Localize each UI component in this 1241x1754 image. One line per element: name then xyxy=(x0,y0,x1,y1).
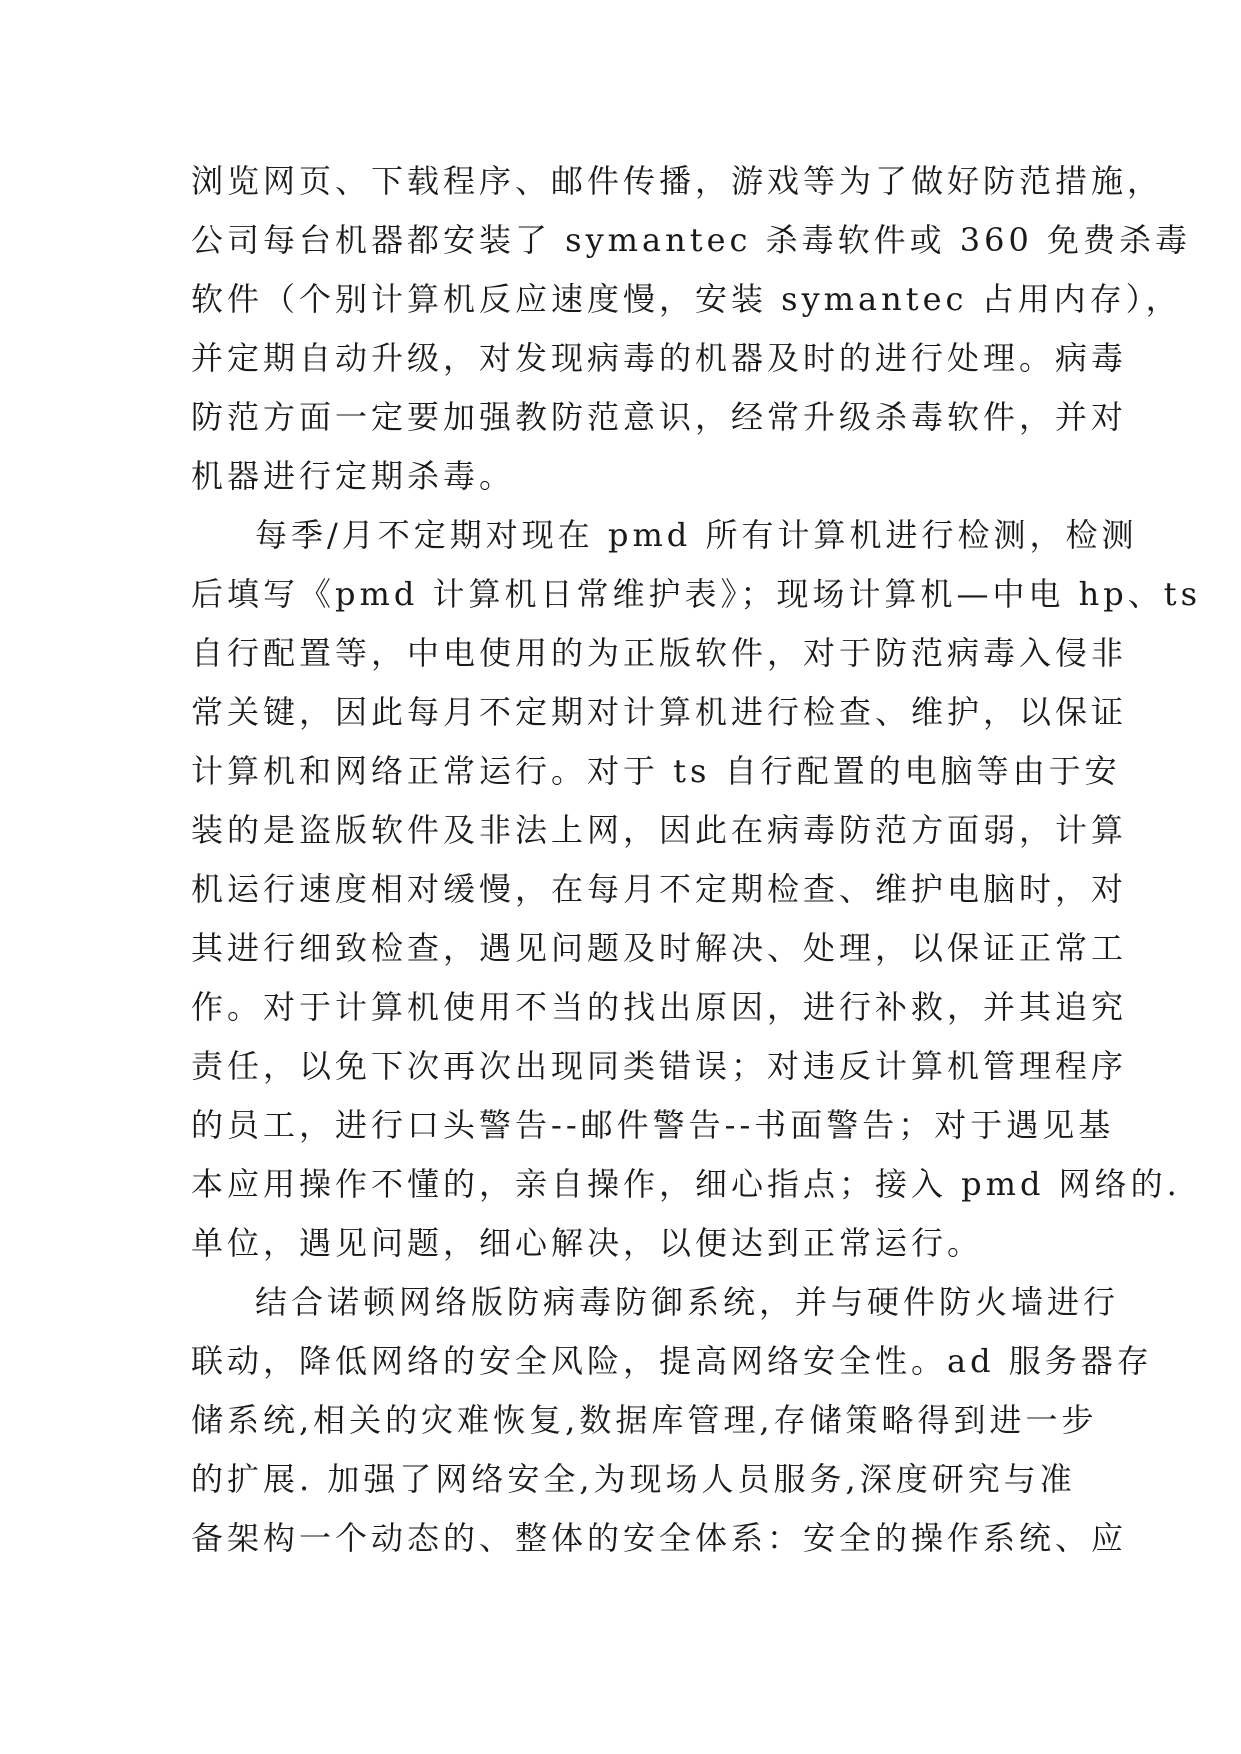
text-line: 软件（个别计算机反应速度慢，安装 symantec 占用内存）， xyxy=(191,280,1182,318)
text-line: 浏览网页、下载程序、邮件传播，游戏等为了做好防范措施， xyxy=(191,162,1164,200)
text-line: 机器进行定期杀毒。 xyxy=(191,457,516,495)
text-line: 机运行速度相对缓慢，在每月不定期检查、维护电脑时，对 xyxy=(191,870,1128,908)
text-line: 自行配置等，中电使用的为正版软件，对于防范病毒入侵非 xyxy=(191,634,1128,672)
text-line: 的员工，进行口头警告--邮件警告--书面警告；对于遇见基 xyxy=(191,1106,1115,1144)
text-line: 其进行细致检查，遇见问题及时解决、处理，以保证正常工 xyxy=(191,929,1128,967)
text-line: 本应用操作不懂的，亲自操作，细心指点；接入 pmd 网络的. xyxy=(191,1165,1181,1203)
text-line: 责任，以免下次再次出现同类错误；对违反计算机管理程序 xyxy=(191,1047,1128,1085)
text-line: 防范方面一定要加强教防范意识，经常升级杀毒软件，并对 xyxy=(191,398,1128,436)
text-line: 作。对于计算机使用不当的找出原因，进行补救，并其追究 xyxy=(191,988,1128,1026)
text-line: 装的是盗版软件及非法上网，因此在病毒防范方面弱，计算 xyxy=(191,811,1128,849)
text-line: 备架构一个动态的、整体的安全体系：安全的操作系统、应 xyxy=(191,1519,1128,1557)
body-text xyxy=(191,152,1202,1568)
text-line: 后填写《pmd 计算机日常维护表》；现场计算机—中电 hp、ts xyxy=(191,575,1202,613)
paragraph-1 xyxy=(191,152,1192,506)
text-line: 并定期自动升级，对发现病毒的机器及时的进行处理。病毒 xyxy=(191,339,1128,377)
paragraph-2 xyxy=(191,506,1202,1273)
text-line: 计算机和网络正常运行。对于 ts 自行配置的电脑等由于安 xyxy=(191,752,1121,790)
text-line: 常关键，因此每月不定期对计算机进行检查、维护，以保证 xyxy=(191,693,1128,731)
text-line: 储系统,相关的灾难恢复,数据库管理,存储策略得到进一步 xyxy=(191,1401,1098,1439)
paragraph-3 xyxy=(191,1273,1153,1568)
text-line: 单位，遇见问题，细心解决，以便达到正常运行。 xyxy=(191,1224,984,1262)
text-line: 的扩展. 加强了网络安全,为现场人员服务,深度研究与准 xyxy=(191,1460,1076,1498)
text-line: 每季/月不定期对现在 pmd 所有计算机进行检测，检测 xyxy=(255,516,1138,554)
text-line: 结合诺顿网络版防病毒防御系统，并与硬件防火墙进行 xyxy=(255,1283,1120,1321)
text-line: 联动，降低网络的安全风险，提高网络安全性。ad 服务器存 xyxy=(191,1342,1153,1380)
text-line: 公司每台机器都安装了 symantec 杀毒软件或 360 免费杀毒 xyxy=(191,221,1192,259)
